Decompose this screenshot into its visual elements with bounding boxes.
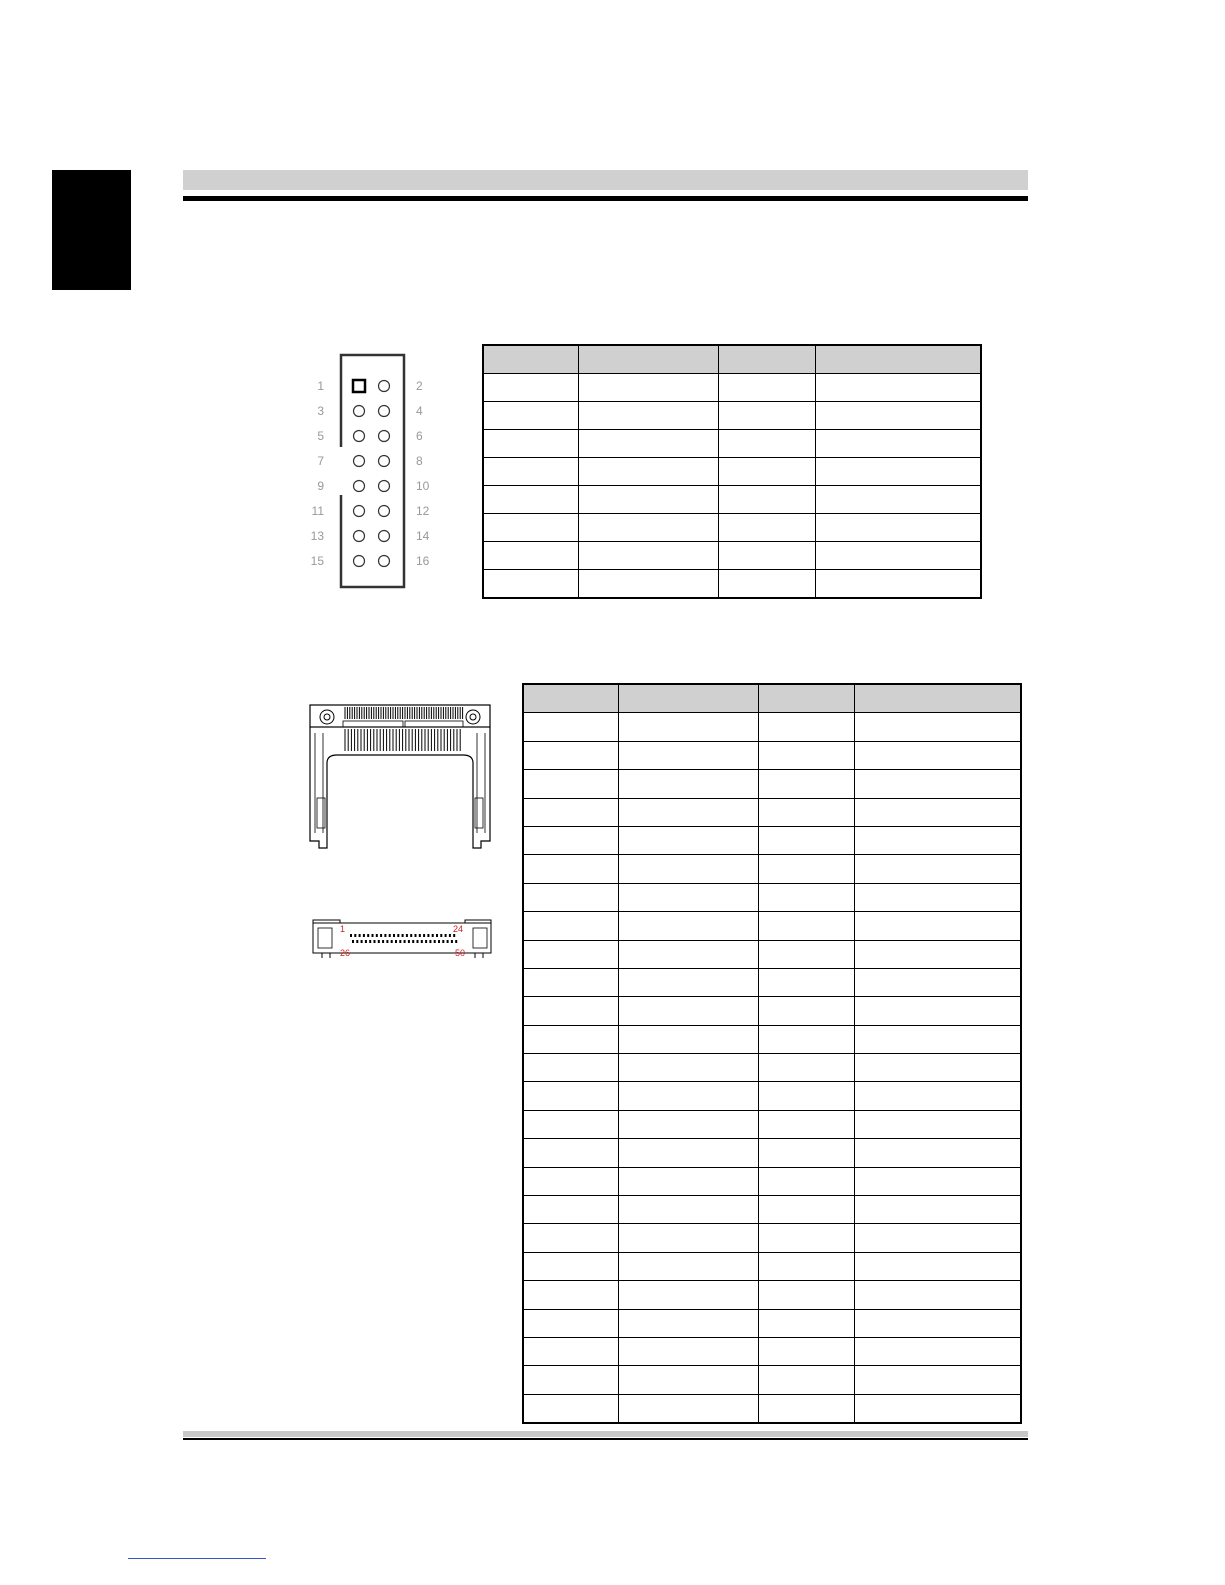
table-cell <box>618 1366 758 1394</box>
table-cell <box>758 826 854 854</box>
table-cell <box>854 1394 1021 1423</box>
column-header <box>483 345 578 374</box>
table-cell <box>483 430 578 458</box>
table-cell <box>758 883 854 911</box>
column-header <box>618 684 758 713</box>
pin-number-label: 7 <box>317 454 324 468</box>
table-cell <box>854 798 1021 826</box>
pin-number-label: 16 <box>416 554 430 568</box>
pin <box>379 381 390 392</box>
table-cell <box>758 1082 854 1110</box>
table-cell <box>618 1054 758 1082</box>
pin <box>354 506 365 517</box>
table-row <box>523 741 1021 769</box>
table-cell <box>618 713 758 741</box>
table-cell <box>483 374 578 402</box>
table-cell <box>618 883 758 911</box>
table-cell <box>758 1366 854 1394</box>
table-cell <box>815 374 981 402</box>
table-cell <box>854 741 1021 769</box>
table-cell <box>618 1196 758 1224</box>
table-cell <box>758 1054 854 1082</box>
table-row <box>523 1394 1021 1423</box>
table-cell <box>618 1394 758 1423</box>
table-cell <box>854 1167 1021 1195</box>
pin <box>354 531 365 542</box>
cf-pin-label: 24 <box>453 924 464 934</box>
table-cell <box>854 1025 1021 1053</box>
cf-connector-bottom-view <box>310 918 495 960</box>
table-cell <box>523 1366 618 1394</box>
table-cell <box>854 1366 1021 1394</box>
table-cell <box>618 826 758 854</box>
table-cell <box>523 1394 618 1423</box>
table-row <box>523 1309 1021 1337</box>
table-cell <box>523 912 618 940</box>
table-cell <box>854 883 1021 911</box>
table-row <box>523 770 1021 798</box>
table-row <box>523 1196 1021 1224</box>
table-cell <box>523 855 618 883</box>
table-cell <box>618 741 758 769</box>
table-cell <box>854 1337 1021 1365</box>
table-cell <box>618 1224 758 1252</box>
table-cell <box>483 458 578 486</box>
table-cell <box>718 374 815 402</box>
column-header <box>523 684 618 713</box>
table-cell <box>758 940 854 968</box>
table-cell <box>483 402 578 430</box>
table-cell <box>578 374 718 402</box>
table-row <box>483 458 981 486</box>
table-row <box>483 430 981 458</box>
table-cell <box>758 1224 854 1252</box>
pin <box>354 556 365 567</box>
table-cell <box>578 486 718 514</box>
table-cell <box>854 1281 1021 1309</box>
table-row <box>523 912 1021 940</box>
cf-pin-label: 50 <box>455 948 466 958</box>
table-cell <box>523 1224 618 1252</box>
table-cell <box>718 514 815 542</box>
table-cell <box>854 940 1021 968</box>
table-cell <box>578 570 718 599</box>
pin <box>379 556 390 567</box>
cf-connector-top-view <box>305 703 495 853</box>
pin-number-label: 8 <box>416 454 423 468</box>
table-cell <box>523 826 618 854</box>
table-cell <box>523 883 618 911</box>
table-cell <box>578 430 718 458</box>
table-row <box>523 1054 1021 1082</box>
table-cell <box>523 1167 618 1195</box>
table-row <box>523 1337 1021 1365</box>
table-cell <box>618 770 758 798</box>
table-cell <box>815 486 981 514</box>
chapter-tab <box>52 170 131 290</box>
pin-number-label: 4 <box>416 404 423 418</box>
table-cell <box>523 1252 618 1280</box>
pin-number-label: 9 <box>317 479 324 493</box>
column-header <box>578 345 718 374</box>
table-cell <box>815 458 981 486</box>
table-row <box>483 514 981 542</box>
header-rule <box>183 196 1028 201</box>
table-cell <box>618 1110 758 1138</box>
table-cell <box>618 1309 758 1337</box>
pin-number-label: 6 <box>416 429 423 443</box>
table-cell <box>854 968 1021 996</box>
table-cell <box>523 798 618 826</box>
table-cell <box>854 997 1021 1025</box>
table-cell <box>758 1337 854 1365</box>
table-cell <box>758 1167 854 1195</box>
table-cell <box>618 1252 758 1280</box>
table-cell <box>854 1054 1021 1082</box>
pin-number-label: 13 <box>310 529 324 543</box>
table-cell <box>618 997 758 1025</box>
pin <box>354 456 365 467</box>
pin <box>379 531 390 542</box>
table-cell <box>618 1025 758 1053</box>
table-row <box>523 1366 1021 1394</box>
pin-table-cf <box>522 683 1022 1424</box>
table-cell <box>758 968 854 996</box>
table-cell <box>718 542 815 570</box>
table-row <box>523 1252 1021 1280</box>
table-cell <box>718 402 815 430</box>
table-row <box>483 570 981 599</box>
table-cell <box>523 741 618 769</box>
table-cell <box>758 741 854 769</box>
table-row <box>523 855 1021 883</box>
table-cell <box>618 1281 758 1309</box>
table-cell <box>815 514 981 542</box>
table-cell <box>718 430 815 458</box>
table-cell <box>523 1281 618 1309</box>
table-cell <box>523 940 618 968</box>
column-header <box>718 345 815 374</box>
pin <box>354 431 365 442</box>
table-cell <box>815 570 981 599</box>
table-cell <box>618 940 758 968</box>
pin-number-label: 3 <box>317 404 324 418</box>
table-cell <box>758 770 854 798</box>
table-cell <box>523 1309 618 1337</box>
table-cell <box>758 1252 854 1280</box>
table-cell <box>758 713 854 741</box>
table-cell <box>523 713 618 741</box>
pin <box>379 481 390 492</box>
table-row <box>523 883 1021 911</box>
table-row <box>523 1110 1021 1138</box>
table-cell <box>854 1139 1021 1167</box>
pin-number-label: 2 <box>416 379 423 393</box>
table-cell <box>718 486 815 514</box>
table-row <box>523 1082 1021 1110</box>
table-cell <box>854 1224 1021 1252</box>
table-cell <box>523 1025 618 1053</box>
pin <box>354 406 365 417</box>
table-cell <box>854 1252 1021 1280</box>
table-row <box>523 968 1021 996</box>
table-cell <box>618 912 758 940</box>
table-cell <box>854 1082 1021 1110</box>
header-bar <box>183 170 1028 190</box>
table-cell <box>854 855 1021 883</box>
footer-bar <box>183 1431 1028 1437</box>
pin-number-label: 15 <box>310 554 324 568</box>
table-row <box>483 402 981 430</box>
pin <box>379 456 390 467</box>
table-cell <box>758 1110 854 1138</box>
cf-pin-label: 1 <box>340 924 346 934</box>
pin-number-label: 1 <box>317 379 324 393</box>
table-row <box>523 826 1021 854</box>
table-row <box>483 486 981 514</box>
footer-link-underline <box>128 1558 266 1559</box>
table-cell <box>854 1309 1021 1337</box>
table-cell <box>523 997 618 1025</box>
table-cell <box>758 1196 854 1224</box>
table-row <box>483 374 981 402</box>
table-cell <box>758 912 854 940</box>
table-cell <box>618 968 758 996</box>
table-cell <box>483 514 578 542</box>
table-cell <box>523 1054 618 1082</box>
table-cell <box>578 542 718 570</box>
column-header <box>815 345 981 374</box>
table-row <box>523 1224 1021 1252</box>
table-cell <box>854 1110 1021 1138</box>
table-cell <box>483 570 578 599</box>
table-row <box>523 713 1021 741</box>
table-cell <box>758 1309 854 1337</box>
table-row <box>523 798 1021 826</box>
table-row <box>523 1281 1021 1309</box>
table-cell <box>523 1110 618 1138</box>
pin-table-header <box>482 344 982 599</box>
footer-rule <box>183 1438 1028 1440</box>
table-cell <box>758 855 854 883</box>
table-cell <box>854 1196 1021 1224</box>
pin-header-diagram <box>300 350 440 595</box>
table-cell <box>718 570 815 599</box>
table-cell <box>758 1139 854 1167</box>
table-cell <box>758 1281 854 1309</box>
column-header <box>758 684 854 713</box>
table-cell <box>578 458 718 486</box>
table-cell <box>523 770 618 798</box>
table-cell <box>718 458 815 486</box>
table-cell <box>758 1025 854 1053</box>
table-cell <box>523 968 618 996</box>
table-cell <box>854 826 1021 854</box>
table-cell <box>523 1082 618 1110</box>
table-cell <box>523 1196 618 1224</box>
table-cell <box>854 912 1021 940</box>
table-cell <box>483 486 578 514</box>
table-cell <box>854 770 1021 798</box>
table-row <box>523 940 1021 968</box>
pin <box>379 406 390 417</box>
table-row <box>523 997 1021 1025</box>
table-cell <box>854 713 1021 741</box>
table-row <box>483 542 981 570</box>
table-cell <box>618 1337 758 1365</box>
table-cell <box>618 1082 758 1110</box>
table-cell <box>815 402 981 430</box>
table-cell <box>523 1337 618 1365</box>
table-cell <box>758 997 854 1025</box>
table-cell <box>578 514 718 542</box>
table-cell <box>618 798 758 826</box>
pin-number-label: 14 <box>416 529 430 543</box>
pin <box>379 506 390 517</box>
table-cell <box>578 402 718 430</box>
pin <box>353 380 365 392</box>
pin-number-label: 5 <box>317 429 324 443</box>
pin <box>354 481 365 492</box>
table-cell <box>758 798 854 826</box>
table-row <box>523 1167 1021 1195</box>
pin-number-label: 10 <box>416 479 430 493</box>
table-cell <box>758 1394 854 1423</box>
table-row <box>523 1025 1021 1053</box>
table-cell <box>618 1167 758 1195</box>
pin-number-label: 11 <box>311 504 324 518</box>
table-cell <box>618 1139 758 1167</box>
table-cell <box>618 855 758 883</box>
table-row <box>523 1139 1021 1167</box>
table-cell <box>815 542 981 570</box>
cf-pin-label: 26 <box>340 948 351 958</box>
column-header <box>854 684 1021 713</box>
table-cell <box>483 542 578 570</box>
table-cell <box>815 430 981 458</box>
table-cell <box>523 1139 618 1167</box>
pin <box>379 431 390 442</box>
pin-number-label: 12 <box>416 504 430 518</box>
